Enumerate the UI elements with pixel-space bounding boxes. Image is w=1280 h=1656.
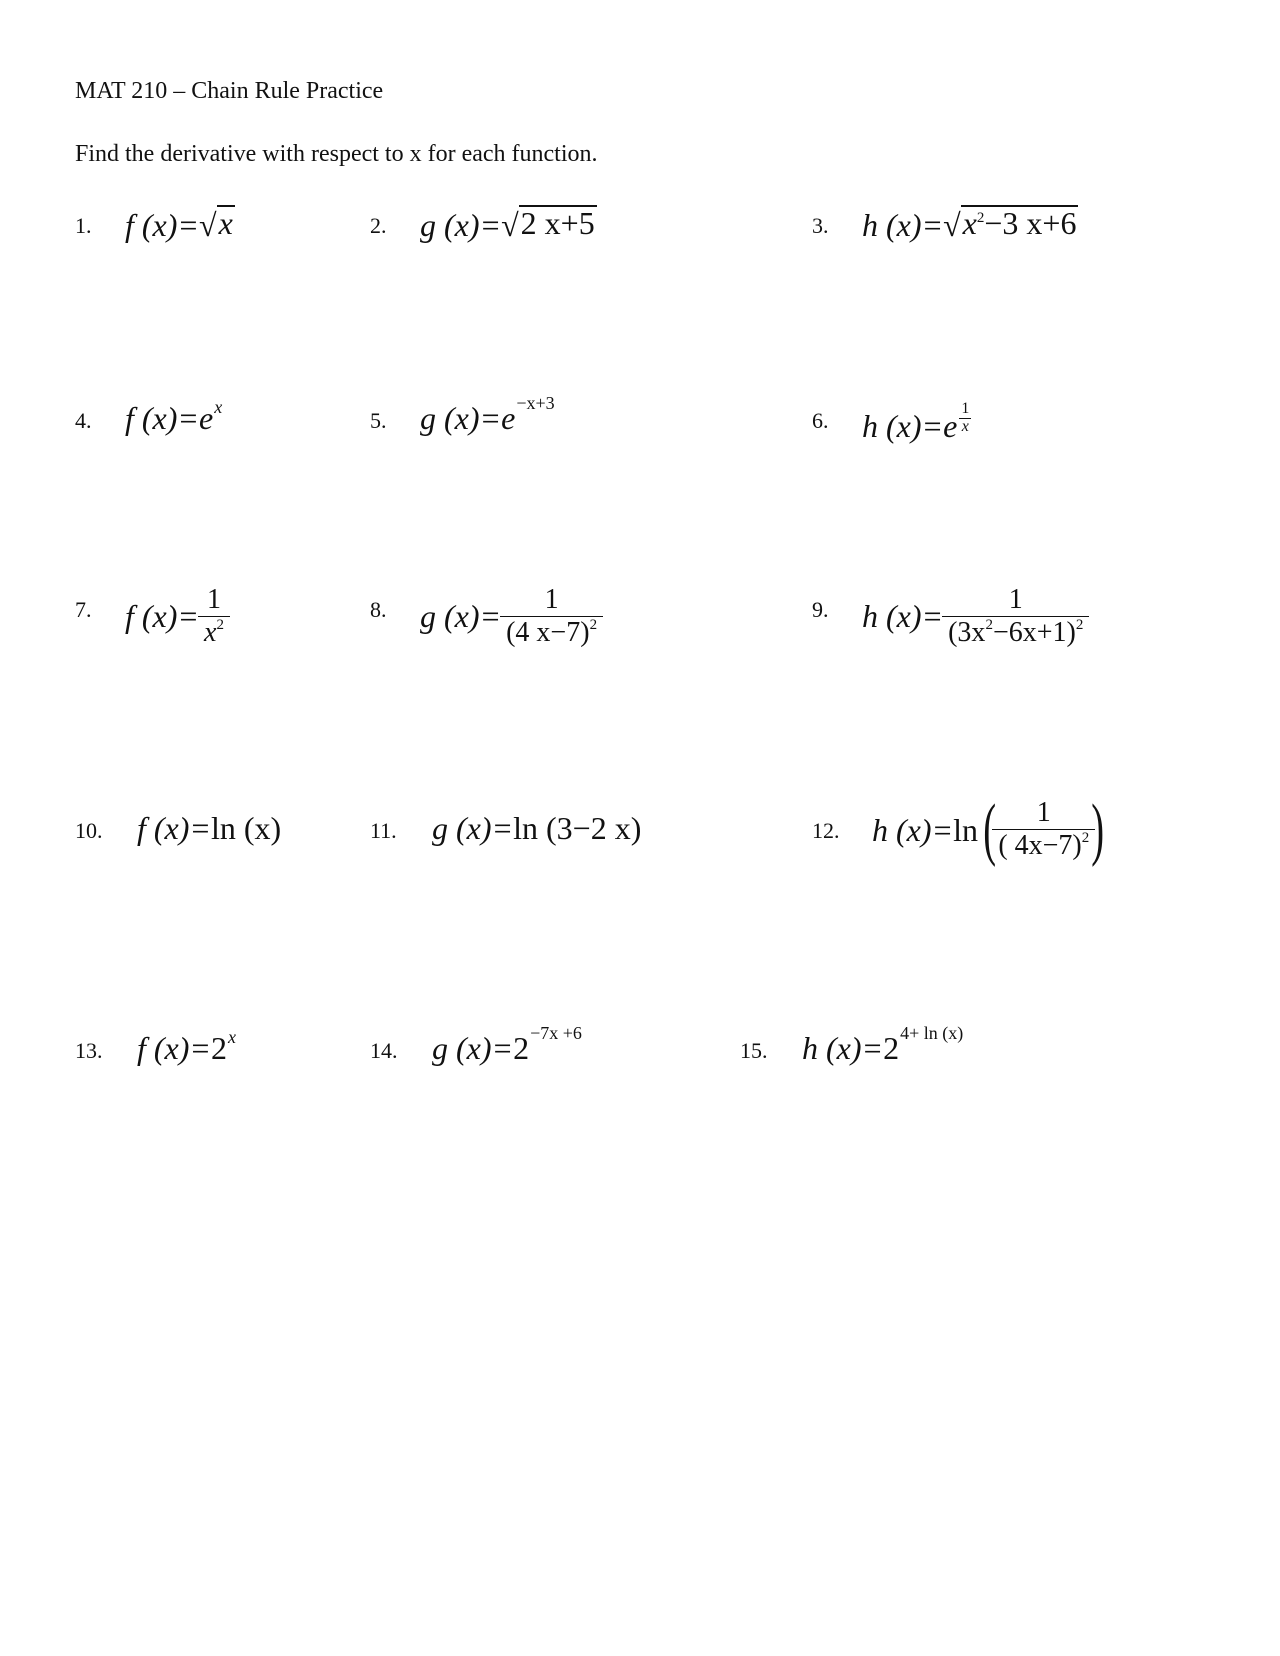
square-root: √ 2 x+5: [501, 205, 595, 243]
problem-expression: f (x)= e x: [125, 397, 223, 436]
problem-number: 2.: [370, 213, 387, 238]
problem-number: 13.: [75, 1038, 103, 1063]
problem-expression: [420, 205, 597, 244]
function-lhs: g (x)=: [420, 400, 502, 436]
function-lhs: g (x)=: [420, 598, 502, 635]
function-lhs: f (x)=: [137, 810, 211, 846]
problem-number: 15.: [740, 1038, 768, 1063]
function-lhs: h (x)=: [862, 206, 944, 243]
problem-number: 6.: [812, 408, 829, 433]
problem-number: 14.: [370, 1038, 398, 1063]
function-lhs: h (x)=: [862, 598, 944, 635]
exponent-fraction: $\frac{1}{x}$: [961, 400, 970, 435]
problem-number: 8.: [370, 597, 387, 622]
problem-expression: [862, 585, 1088, 649]
function-lhs: g (x)=: [420, 206, 502, 243]
problem-number: 12.: [812, 818, 840, 843]
problem-expression: h (x)= 2 4+ ln (x): [802, 1023, 964, 1066]
problem-expression: [862, 205, 1078, 244]
instructions: Find the derivative with respect to x for each function.: [75, 141, 598, 167]
problem-number: 1.: [75, 213, 92, 238]
function-lhs: g (x)=: [432, 810, 514, 846]
problem-expression: f (x)= 2 x: [137, 1027, 236, 1066]
left-paren: (: [983, 791, 997, 868]
function-lhs: h (x)=: [802, 1030, 884, 1066]
problem-expression: g (x)= e −x+3: [420, 393, 555, 436]
function-lhs: f (x)=: [125, 598, 199, 635]
problem-expression: g (x)= ln (3−2 x): [432, 810, 642, 846]
problem-expression: f (x)= ln (x): [137, 810, 282, 846]
problem-expression: h (x)= ln ( $\frac{1}{( 4x-7)^2}$ ): [872, 791, 1105, 868]
function-lhs: f (x)=: [125, 206, 199, 243]
right-paren: ): [1091, 791, 1105, 868]
fraction: $\frac{1}{x^2}$: [201, 585, 227, 649]
function-lhs: h (x)=: [872, 811, 954, 848]
problem-number: 10.: [75, 818, 103, 843]
problem-number: 3.: [812, 213, 829, 238]
fraction: $\frac{1}{( 4x-7)^2}$: [995, 798, 1092, 862]
function-lhs: g (x)=: [432, 1030, 514, 1066]
fraction: $\frac{1}{(3x^2-6x+1)^2}$: [945, 585, 1086, 649]
problem-number: 5.: [370, 408, 387, 433]
problem-expression: h (x)= e $\frac{1}{x}$: [862, 400, 970, 444]
problem-number: 11.: [370, 818, 397, 843]
function-lhs: f (x)=: [125, 400, 199, 436]
problem-expression: [420, 585, 602, 649]
page-title: MAT 210 – Chain Rule Practice: [75, 78, 384, 104]
problem-number: 4.: [75, 408, 92, 433]
fraction: $\frac{1}{(4 x-7)^2}$: [503, 585, 600, 649]
square-root: √ $x^2-3$ x+6: [943, 205, 1077, 243]
square-root: √ x: [199, 205, 233, 243]
problem-expression: [125, 585, 229, 649]
function-lhs: f (x)=: [137, 1030, 211, 1066]
problem-number: 9.: [812, 597, 829, 622]
problem-number: 7.: [75, 597, 92, 622]
problem-expression: [125, 205, 235, 244]
function-lhs: h (x)=: [862, 408, 944, 444]
problem-expression: g (x)= 2 −7x +6: [432, 1023, 582, 1066]
